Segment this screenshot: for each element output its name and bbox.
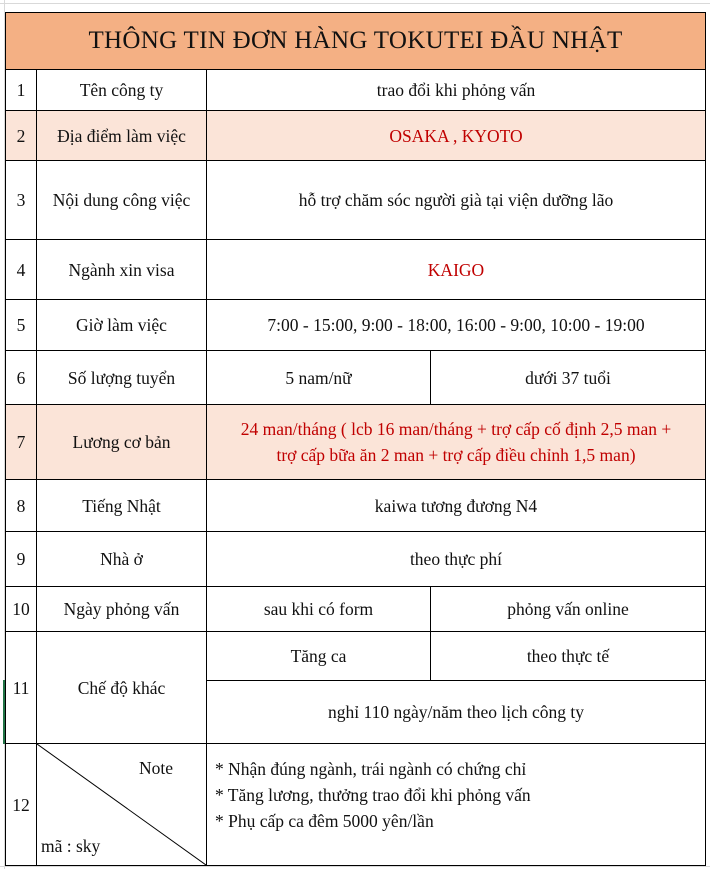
value-text-line: trợ cấp bữa ăn 2 man + trợ cấp điều chỉnh 1,5 man)	[276, 445, 636, 465]
row-number-text: 11	[12, 677, 30, 698]
value-text: nghỉ 110 ngày/năm theo lịch công ty	[328, 702, 584, 722]
label-cell[interactable]	[36, 299, 207, 351]
value-cell[interactable]	[206, 531, 706, 587]
label-cell[interactable]	[36, 631, 207, 744]
label-cell[interactable]	[36, 586, 207, 632]
value-text: kaiwa tương đương N4	[374, 495, 538, 516]
value-cell[interactable]	[206, 631, 431, 681]
label-text: Giờ làm việc	[76, 315, 167, 335]
value-cell[interactable]	[206, 586, 431, 632]
row-number-text: 1	[16, 80, 26, 100]
row-number-text: 6	[16, 367, 26, 388]
row-number[interactable]	[5, 69, 37, 111]
row-number[interactable]	[5, 160, 37, 240]
label-text: Nhà ở	[100, 549, 143, 569]
value-cell[interactable]	[430, 586, 706, 632]
label-text: Ngày phỏng vấn	[63, 599, 180, 619]
value-cell[interactable]	[430, 350, 706, 405]
row-number-text: 9	[16, 549, 26, 569]
row-number-text: 2	[16, 125, 26, 146]
value-cell[interactable]	[206, 680, 706, 744]
gridline	[0, 3, 710, 4]
label-text: Tên công ty	[79, 80, 164, 100]
row-number[interactable]	[5, 743, 37, 866]
label-cell[interactable]	[36, 531, 207, 587]
value-text-line: 24 man/tháng ( lcb 16 man/tháng + trợ cấp cố định 2,5 man +	[240, 419, 672, 439]
label-cell[interactable]	[36, 110, 207, 161]
row-number-text: 7	[16, 432, 26, 452]
value-cell[interactable]	[206, 160, 706, 240]
row-number[interactable]	[5, 299, 37, 351]
value-text: KAIGO	[427, 259, 485, 280]
value-text: dưới 37 tuổi	[525, 367, 611, 388]
value-cell[interactable]	[206, 350, 431, 405]
label-text: Địa điểm làm việc	[57, 125, 186, 146]
row-number-text: 4	[16, 259, 26, 280]
value-text: theo thực phí	[409, 549, 503, 569]
row-selection-indicator	[3, 680, 5, 744]
value-cell[interactable]	[430, 631, 706, 681]
label-cell[interactable]	[36, 404, 207, 480]
value-cell[interactable]	[206, 299, 706, 351]
label-text: Tiếng Nhật	[82, 495, 161, 516]
value-cell[interactable]	[206, 404, 706, 480]
note-label-cell[interactable]	[36, 743, 207, 866]
value-cell[interactable]	[206, 479, 706, 532]
label-cell[interactable]	[36, 69, 207, 111]
row-number[interactable]	[5, 586, 37, 632]
row-number-text: 5	[16, 315, 26, 335]
row-number[interactable]	[5, 479, 37, 532]
label-cell[interactable]	[36, 479, 207, 532]
label-cell[interactable]	[36, 239, 207, 300]
value-text: Tăng ca	[290, 646, 347, 666]
note-heading: Note	[139, 758, 174, 778]
value-text: trao đổi khi phỏng vấn	[376, 80, 536, 100]
label-cell[interactable]	[36, 350, 207, 405]
label-cell[interactable]	[36, 160, 207, 240]
page-title: THÔNG TIN ĐƠN HÀNG TOKUTEI ĐẦU NHẬT	[88, 27, 623, 54]
value-text: OSAKA , KYOTO	[389, 125, 523, 146]
value-cell[interactable]	[206, 239, 706, 300]
label-text: Chế độ khác	[77, 677, 166, 698]
title-cell[interactable]	[5, 12, 706, 70]
value-text: 5 nam/nữ	[285, 367, 352, 388]
value-text: theo thực tế	[526, 646, 610, 666]
note-line: * Phụ cấp ca đêm 5000 yên/lần	[215, 811, 434, 831]
row-number[interactable]	[5, 110, 37, 161]
value-text: sau khi có form	[263, 599, 374, 619]
row-number-text: 10	[12, 599, 30, 619]
gridline	[0, 866, 710, 867]
row-number-text: 3	[16, 190, 26, 210]
note-line: * Tăng lương, thưởng trao đổi khi phỏng vấn	[215, 785, 531, 805]
value-cell[interactable]	[206, 69, 706, 111]
value-text: phỏng vấn online	[507, 599, 629, 619]
label-text: Số lượng tuyển	[67, 367, 176, 388]
row-number[interactable]	[5, 531, 37, 587]
note-line: * Nhận đúng ngành, trái ngành có chứng chỉ	[215, 759, 527, 779]
code-label: mã : sky	[41, 836, 101, 856]
row-number-text: 12	[12, 794, 30, 815]
row-number[interactable]	[5, 404, 37, 480]
row-number[interactable]	[5, 350, 37, 405]
label-text: Nội dung công việc	[52, 190, 191, 210]
notes-cell[interactable]	[206, 743, 706, 866]
row-number[interactable]	[5, 239, 37, 300]
label-text: Lương cơ bản	[72, 432, 171, 452]
value-text: 7:00 - 15:00, 9:00 - 18:00, 16:00 - 9:00, 10:00 - 19:00	[267, 315, 645, 335]
row-number-text: 8	[16, 495, 26, 516]
value-text: hỗ trợ chăm sóc người già tại viện dưỡng lão	[298, 190, 614, 210]
value-cell[interactable]	[206, 110, 706, 161]
label-text: Ngành xin visa	[68, 259, 175, 280]
row-number[interactable]	[5, 631, 37, 744]
